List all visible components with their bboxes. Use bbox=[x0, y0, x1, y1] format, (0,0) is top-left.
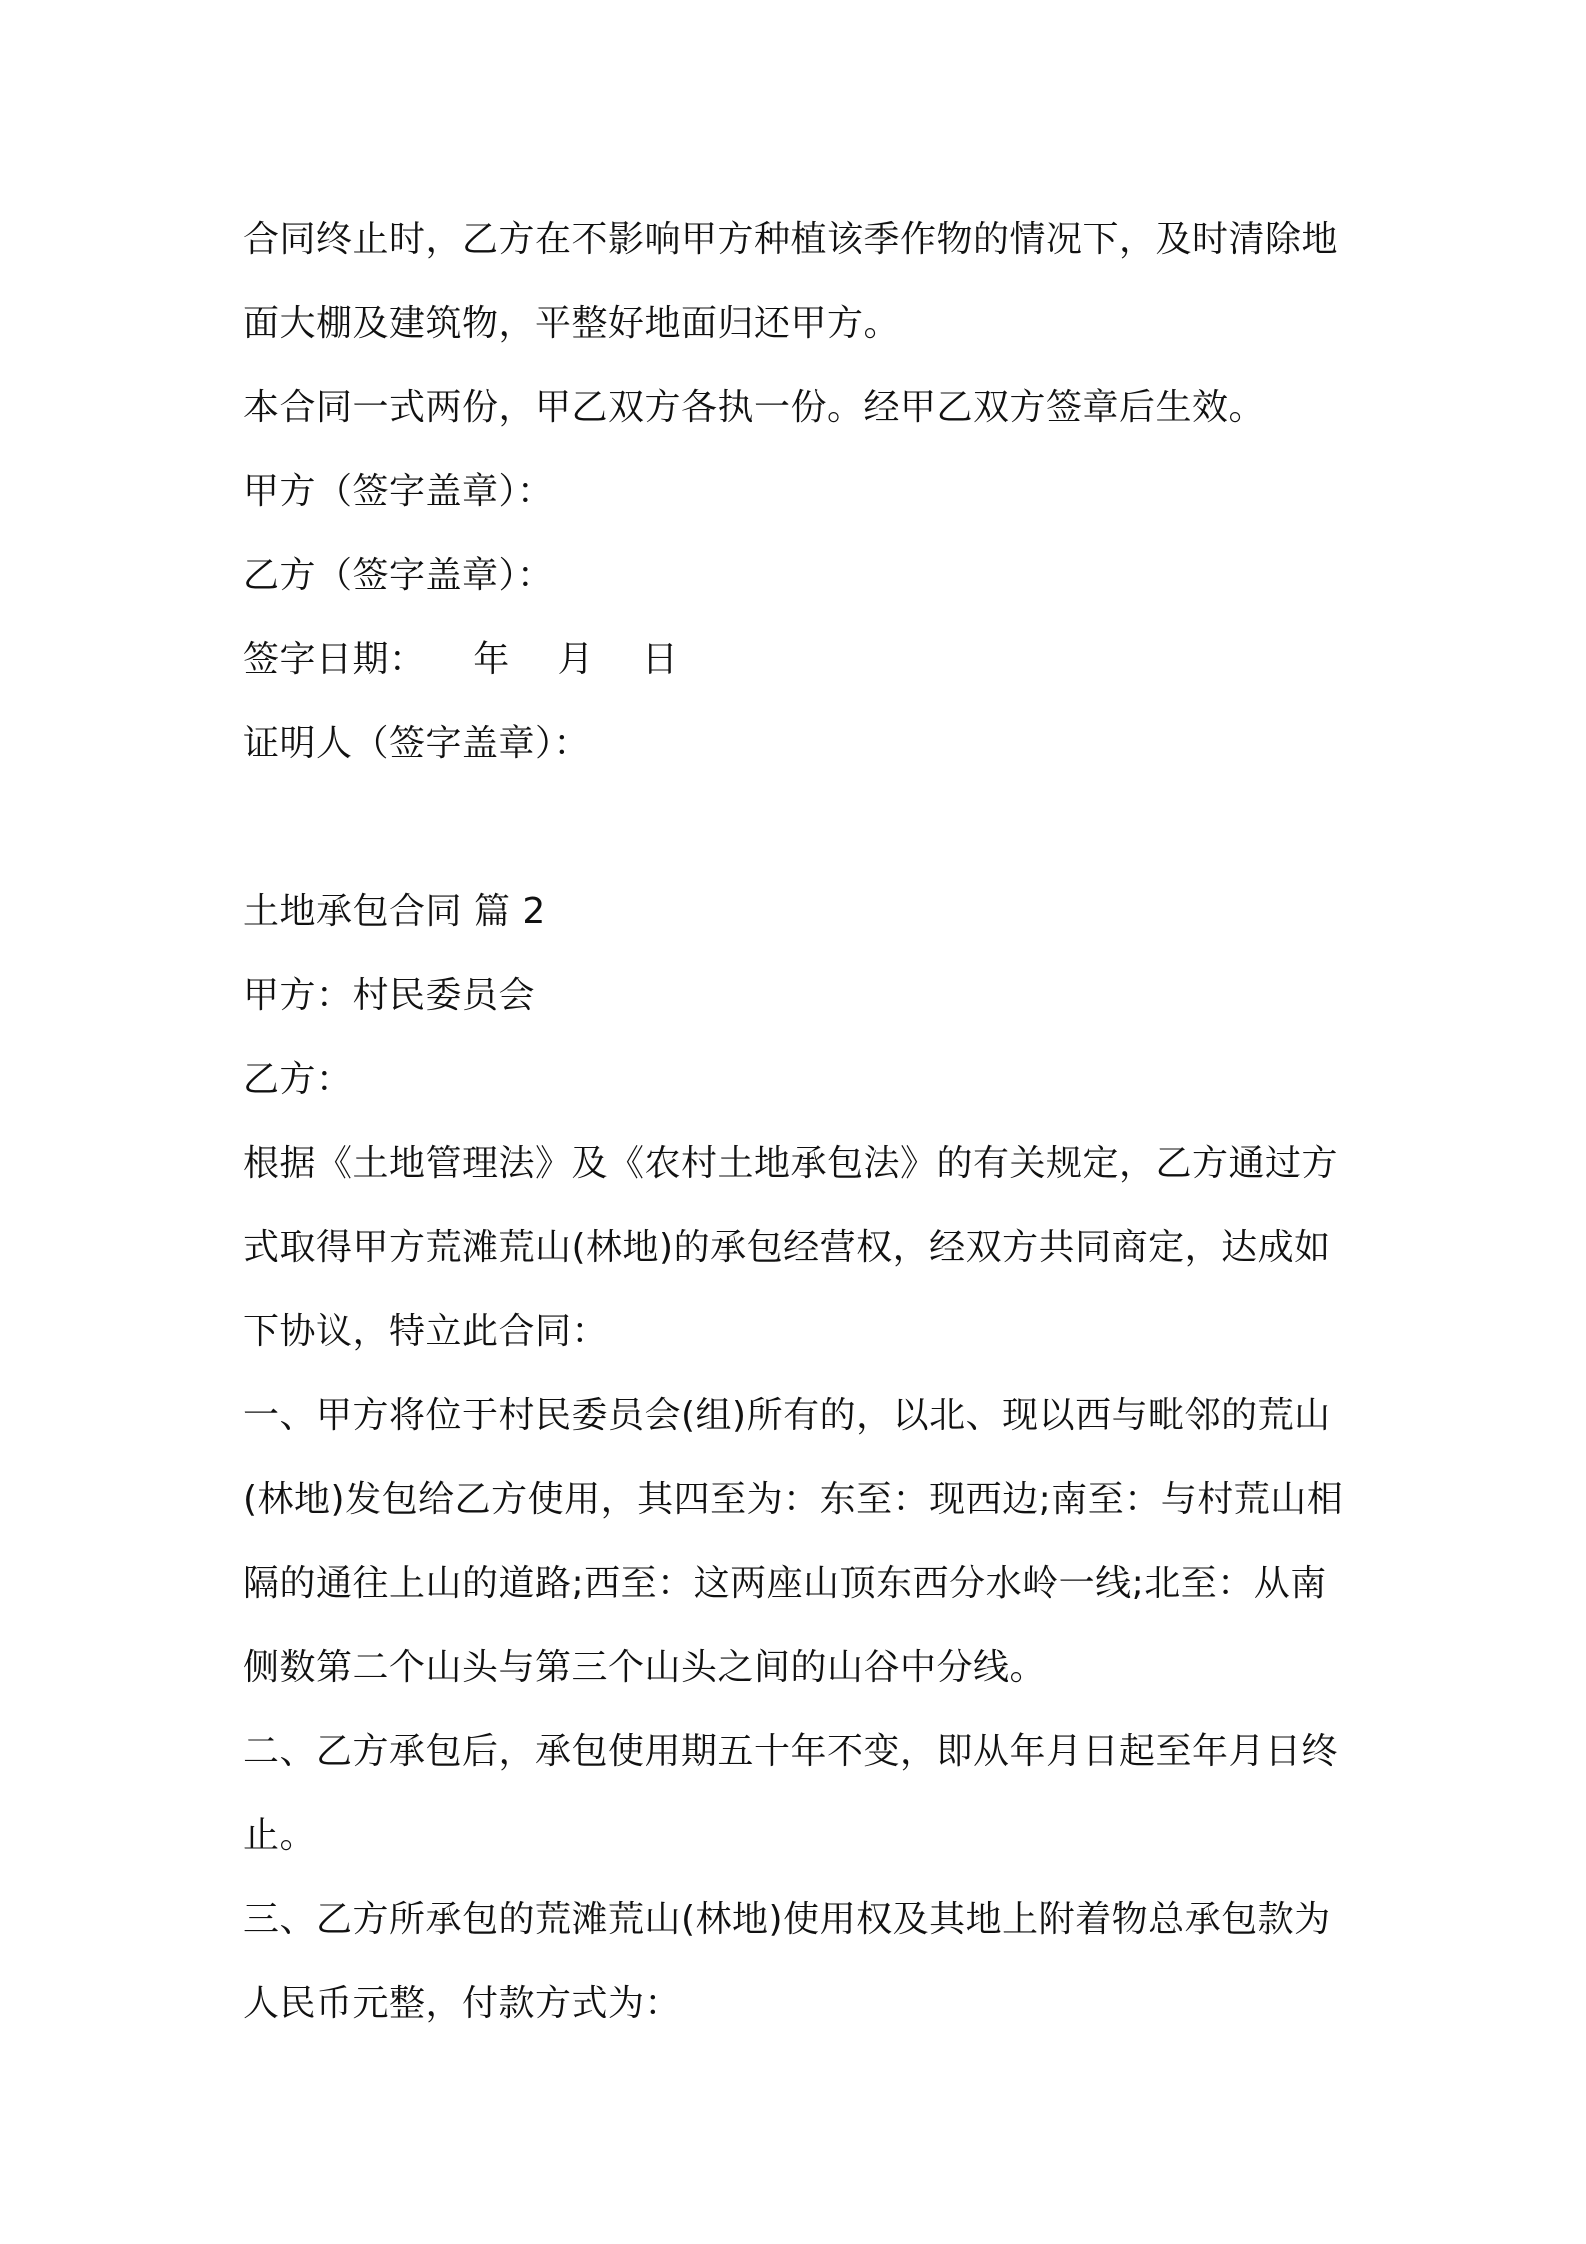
paragraph-line: 根据《土地管理法》及《农村土地承包法》的有关规定，乙方通过方 bbox=[243, 1143, 1339, 1184]
paragraph-line: 面大棚及建筑物，平整好地面归还甲方。 bbox=[243, 303, 901, 344]
paragraph-line: 合同终止时，乙方在不影响甲方种植该季作物的情况下，及时清除地 bbox=[243, 219, 1339, 260]
party-b-line: 乙方： bbox=[243, 1059, 353, 1100]
clause-line: 人民币元整，付款方式为： bbox=[243, 1983, 682, 2024]
clause-line: 一、甲方将位于村民委员会(组)所有的，以北、现以西与毗邻的荒山 bbox=[243, 1395, 1331, 1436]
clause-line: 三、乙方所承包的荒滩荒山(林地)使用权及其地上附着物总承包款为 bbox=[243, 1899, 1331, 1940]
paragraph-line: 下协议，特立此合同： bbox=[243, 1311, 609, 1352]
section-gap bbox=[243, 786, 1363, 870]
clause-line: 止。 bbox=[243, 1815, 317, 1856]
witness-signature-line: 证明人（签字盖章）： bbox=[243, 723, 591, 764]
document-body bbox=[243, 198, 1363, 2046]
clause-line: 二、乙方承包后，承包使用期五十年不变，即从年月日起至年月日终 bbox=[243, 1731, 1339, 1772]
clause-line: 侧数第二个山头与第三个山头之间的山谷中分线。 bbox=[243, 1647, 1047, 1688]
signature-line-party-b: 乙方（签字盖章）： bbox=[243, 555, 554, 596]
party-a-line: 甲方：村民委员会 bbox=[243, 975, 536, 1016]
section-title: 土地承包合同 篇 2 bbox=[243, 891, 546, 932]
clause-line: 隔的通往上山的道路;西至：这两座山顶东西分水岭一线;北至：从南 bbox=[243, 1563, 1327, 1604]
clause-line: (林地)发包给乙方使用，其四至为：东至：现西边;南至：与村荒山相 bbox=[243, 1479, 1344, 1520]
signing-date-line: 签字日期： 年 月 日 bbox=[243, 639, 679, 680]
paragraph-line: 本合同一式两份，甲乙双方各执一份。经甲乙双方签章后生效。 bbox=[243, 387, 1266, 428]
signature-line-party-a: 甲方（签字盖章）： bbox=[243, 471, 554, 512]
paragraph-line: 式取得甲方荒滩荒山(林地)的承包经营权，经双方共同商定，达成如 bbox=[243, 1227, 1331, 1268]
